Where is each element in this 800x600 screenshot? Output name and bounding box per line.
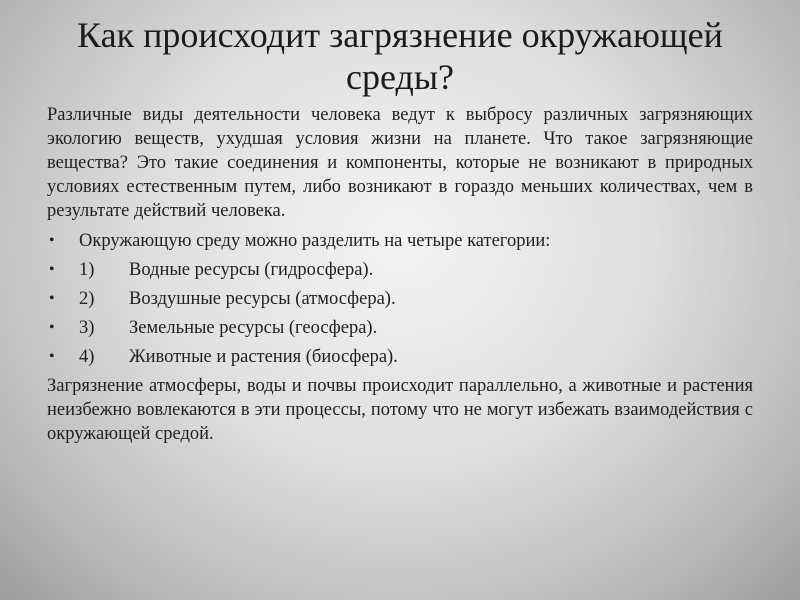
category-text: Животные и растения (биосфера). [129, 347, 398, 367]
bullet-item-category-1 [47, 258, 753, 282]
bullet-icon: • [49, 261, 55, 278]
bullet-item-category-4 [47, 345, 753, 369]
bullet-item-lead [47, 229, 753, 253]
bullet-list [47, 229, 753, 369]
category-number: 2) [79, 289, 95, 309]
conclusion-paragraph: Загрязнение атмосферы, воды и почвы происходит параллельно, а животные и растения неизбежно вовлекаются в эти процессы, потому что не могут избежать взаимодействия с окружающей средой. [47, 376, 753, 444]
slide-body [47, 103, 753, 446]
category-number: 1) [79, 260, 95, 280]
bullet-icon: • [49, 319, 55, 336]
bullet-icon: • [49, 232, 55, 249]
category-number: 4) [79, 347, 95, 367]
category-text: Земельные ресурсы (геосфера). [129, 318, 378, 338]
bullet-item-category-2 [47, 287, 753, 311]
category-text: Воздушные ресурсы (атмосфера). [129, 289, 396, 309]
bullet-icon: • [49, 290, 55, 307]
intro-paragraph: Различные виды деятельности человека ведут к выбросу различных загрязняющих экологию веществ, ухудшая условия жизни на планете. Что такое загрязняющие вещества? Это такие соединения и компоненты, которые не возникают в природных условиях естественным путем, либо возникают в гораздо меньших количествах, чем в результате действий человека. [47, 105, 753, 221]
bullet-item-category-3 [47, 316, 753, 340]
slide-title: Как происходит загрязнение окружающей среды? [77, 15, 723, 97]
bullet-icon: • [49, 348, 55, 365]
bullet-lead-text: Окружающую среду можно разделить на четыре категории: [79, 231, 551, 251]
category-number: 3) [79, 318, 95, 338]
category-text: Водные ресурсы (гидросфера). [129, 260, 374, 280]
